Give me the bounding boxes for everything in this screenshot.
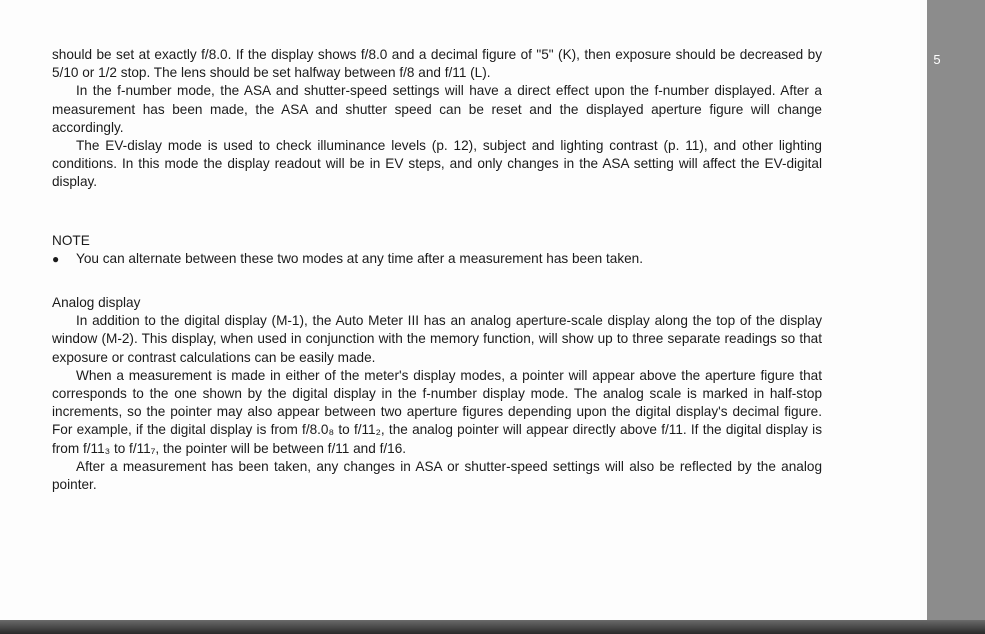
bullet-icon: ● [52, 251, 60, 266]
note-list-item [52, 250, 822, 268]
analog-intro-paragraph: In addition to the digital display (M-1), the Auto Meter III has an analog aperture-scale display along the top of the display window (M-2). This display, when used in conjunction with the memory function, will show up to three separate readings so that exposure or contrast calculations can be easily made. [52, 313, 822, 365]
analog-pointer-paragraph: When a measurement is made in either of the meter's display modes, a pointer will appear above the aperture figure that corresponds to the one shown by the digital display in the f-number display mode. The analog scale is marked in half-stop increments, so the pointer may also appear between two aperture figures depending upon the digital display's decimal figure. For example, if the digital display is from f/8.0₈ to f/11₂, the analog pointer will appear directly above f/11. If the digital display is from f/11₃ to f/11₇, the pointer will be between f/11 and f/16. [52, 367, 822, 456]
section-heading: Analog display [52, 295, 141, 311]
note-heading: NOTE [52, 232, 90, 248]
page-bottom-edge [0, 620, 985, 634]
ev-mode-paragraph: The EV-dislay mode is used to check illuminance levels (p. 12), subject and lighting contrast (p. 11), and other lighting conditions. In this mode the display readout will be in EV steps, and only changes in the ASA setting will affect the EV-digital display. [52, 138, 822, 190]
page-number: 5 [933, 52, 941, 67]
page-side-tab [927, 0, 985, 620]
note-text: You can alternate between these two modes at any time after a measurement has been taken. [76, 250, 644, 266]
continuation-paragraph: should be set at exactly f/8.0. If the display shows f/8.0 and a decimal figure of "5" (K), then exposure should be decreased by 5/10 or 1/2 stop. The lens should be set halfway between f/8 and f/11 (L). [52, 47, 822, 81]
f-number-mode-paragraph: In the f-number mode, the ASA and shutter-speed settings will have a direct effect upon the f-number displayed. After a measurement has been made, the ASA and shutter speed can be reset and the displayed aperture figure will change accordingly. [52, 83, 822, 135]
analog-settings-paragraph: After a measurement has been taken, any changes in ASA or shutter-speed settings will also be reflected by the analog pointer. [52, 458, 822, 493]
page-text [52, 46, 822, 494]
